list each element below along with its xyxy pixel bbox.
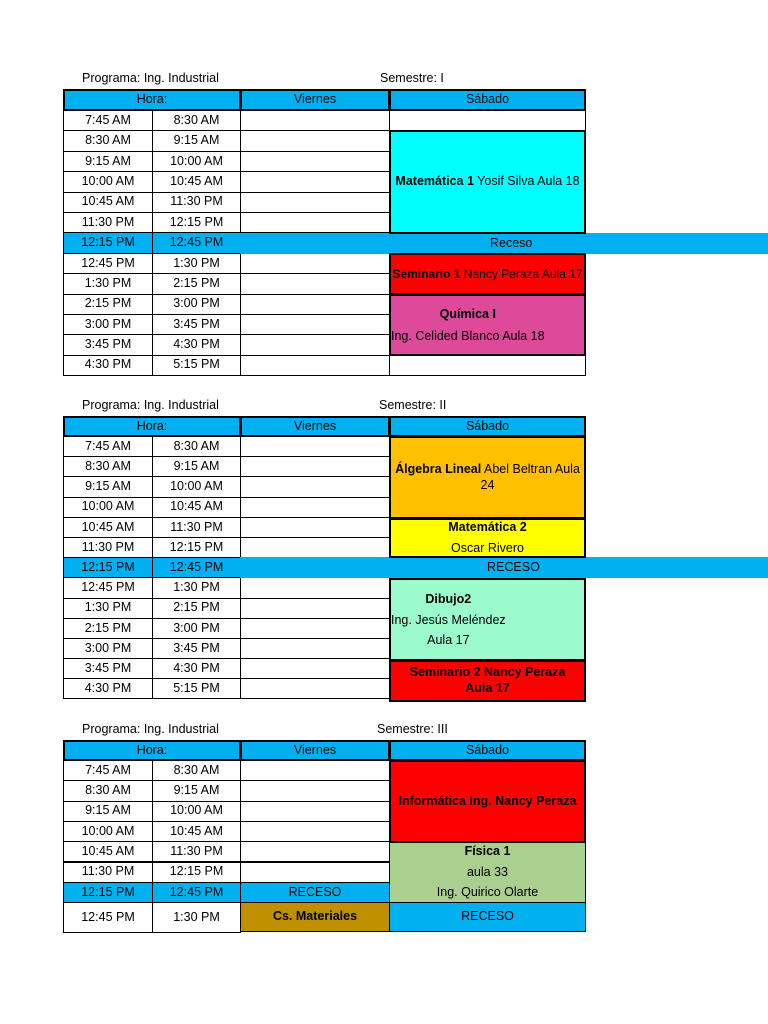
header-viernes: Viernes	[240, 740, 390, 761]
time-start-cell: 7:45 AM	[63, 110, 153, 131]
class-fisica-1	[389, 842, 586, 903]
time-end-cell: 3:45 PM	[152, 314, 241, 335]
time-end-cell: 9:15 AM	[152, 130, 241, 151]
viernes-empty-cell	[240, 151, 390, 172]
class-quimica-1	[389, 294, 586, 356]
viernes-empty-cell	[240, 598, 390, 619]
viernes-empty-cell	[240, 537, 390, 558]
viernes-empty-cell	[240, 130, 390, 151]
time-start-cell: 11:30 PM	[63, 537, 153, 558]
header-sabado: Sábado	[389, 416, 586, 437]
viernes-empty-cell	[240, 821, 390, 842]
time-start-cell: 11:30 PM	[63, 212, 153, 233]
time-start-cell: 11:30 PM	[63, 862, 153, 883]
class-title: Cs. Materiales	[272, 909, 358, 924]
semester-label: Semestre: II	[379, 398, 447, 412]
time-end-cell: 5:15 PM	[152, 678, 241, 699]
time-start-cell: 8:30 AM	[63, 780, 153, 801]
class-title: Matemática 1	[395, 174, 474, 189]
semester-label: Semestre: III	[377, 722, 448, 736]
time-end-cell: 1:30 PM	[152, 577, 241, 598]
time-end-cell: 10:00 AM	[152, 151, 241, 172]
class-matematica-1	[389, 130, 586, 234]
viernes-empty-cell	[240, 192, 390, 213]
time-end-cell: 8:30 AM	[152, 760, 241, 781]
class-detail: Ing. Quirico Olarte	[436, 885, 539, 900]
time-start-cell: 12:15 PM	[63, 232, 153, 253]
time-start-cell: 3:45 PM	[63, 658, 153, 679]
viernes-empty-cell	[240, 577, 390, 598]
time-start-cell: 10:00 AM	[63, 171, 153, 192]
time-end-cell: 9:15 AM	[152, 780, 241, 801]
time-start-cell: 4:30 PM	[63, 355, 153, 376]
time-end-cell: 5:15 PM	[152, 355, 241, 376]
viernes-empty-cell	[240, 294, 390, 315]
viernes-empty-cell	[240, 618, 390, 639]
time-end-cell: 12:45 PM	[152, 557, 241, 578]
receso-label: Receso	[490, 236, 533, 250]
time-start-cell: 10:45 AM	[63, 841, 153, 862]
program-label: Programa: Ing. Industrial	[82, 71, 219, 85]
viernes-empty-cell	[240, 517, 390, 538]
receso-sabado: RECESO	[389, 902, 586, 932]
time-start-cell: 10:00 AM	[63, 821, 153, 842]
program-label: Programa: Ing. Industrial	[82, 722, 219, 736]
time-end-cell: 4:30 PM	[152, 334, 241, 355]
time-start-cell: 9:15 AM	[63, 801, 153, 822]
time-end-cell: 11:30 PM	[152, 517, 241, 538]
header-hora: Hora:	[63, 416, 241, 437]
header-hora: Hora:	[63, 89, 241, 111]
time-start-cell: 3:00 PM	[63, 638, 153, 659]
class-detail: Yosif Silva Aula 18	[473, 174, 580, 189]
time-end-cell: 12:45 PM	[152, 232, 241, 253]
time-end-cell: 3:00 PM	[152, 294, 241, 315]
time-start-cell: 12:45 PM	[63, 253, 153, 274]
viernes-empty-cell	[240, 638, 390, 659]
viernes-empty-cell	[240, 841, 390, 862]
time-end-cell: 11:30 PM	[152, 841, 241, 862]
class-detail: Oscar Rivero	[451, 540, 524, 555]
time-end-cell: 1:30 PM	[152, 902, 241, 933]
time-start-cell: 12:15 PM	[63, 557, 153, 578]
time-start-cell: 3:45 PM	[63, 334, 153, 355]
time-end-cell: 10:00 AM	[152, 476, 241, 497]
time-end-cell: 3:00 PM	[152, 618, 241, 639]
sabado-empty-cell	[389, 110, 586, 131]
class-title: Matemática 2	[448, 519, 527, 534]
time-end-cell: 2:15 PM	[152, 273, 241, 294]
class-title: Seminario 1	[392, 266, 461, 281]
class-cs-materiales	[240, 902, 390, 932]
time-start-cell: 1:30 PM	[63, 273, 153, 294]
viernes-empty-cell	[240, 678, 390, 699]
viernes-empty-cell	[240, 355, 390, 376]
time-start-cell: 10:45 AM	[63, 517, 153, 538]
class-detail: Ing. Jesús Meléndez	[391, 612, 506, 627]
viernes-empty-cell	[240, 314, 390, 335]
class-matematica-2	[389, 518, 586, 558]
time-start-cell: 7:45 AM	[63, 760, 153, 781]
time-start-cell: 3:00 PM	[63, 314, 153, 335]
class-title: Química I	[439, 307, 496, 322]
class-detail: Ing. Celided Blanco Aula 18	[391, 329, 545, 343]
viernes-empty-cell	[240, 801, 390, 822]
receso-label: RECESO	[487, 560, 540, 574]
header-sabado: Sábado	[389, 89, 586, 111]
class-informatica	[389, 760, 586, 843]
time-start-cell: 7:45 AM	[63, 436, 153, 457]
time-end-cell: 10:00 AM	[152, 801, 241, 822]
viernes-empty-cell	[240, 253, 390, 274]
time-start-cell: 2:15 PM	[63, 618, 153, 639]
time-end-cell: 8:30 AM	[152, 436, 241, 457]
time-end-cell: 1:30 PM	[152, 253, 241, 274]
time-start-cell: 4:30 PM	[63, 678, 153, 699]
time-start-cell: 12:45 PM	[63, 577, 153, 598]
viernes-empty-cell	[240, 476, 390, 497]
header-hora: Hora:	[63, 740, 241, 761]
time-end-cell: 12:15 PM	[152, 862, 241, 883]
class-detail: aula 33	[466, 864, 508, 879]
class-detail: Nancy Peraza Aula 17	[460, 266, 583, 281]
time-end-cell: 10:45 AM	[152, 171, 241, 192]
time-start-cell: 8:30 AM	[63, 130, 153, 151]
class-seminario-1	[389, 253, 586, 295]
viernes-empty-cell	[240, 171, 390, 192]
class-algebra-lineal	[389, 436, 586, 519]
viernes-empty-cell	[240, 497, 390, 518]
receso-viernes: RECESO	[240, 882, 390, 903]
class-title: Seminario 2 Nancy Peraza Aula 17	[409, 665, 566, 695]
time-end-cell: 12:15 PM	[152, 537, 241, 558]
semester-label: Semestre: I	[380, 71, 444, 85]
time-start-cell: 12:45 PM	[63, 902, 153, 933]
viernes-empty-cell	[240, 456, 390, 477]
time-start-cell: 2:15 PM	[63, 294, 153, 315]
viernes-empty-cell	[240, 273, 390, 294]
time-end-cell: 12:15 PM	[152, 212, 241, 233]
viernes-empty-cell	[240, 334, 390, 355]
time-start-cell: 1:30 PM	[63, 598, 153, 619]
class-detail: Aula 17	[427, 633, 470, 648]
time-start-cell: 10:00 AM	[63, 497, 153, 518]
header-viernes: Viernes	[240, 89, 390, 111]
time-end-cell: 2:15 PM	[152, 598, 241, 619]
class-seminario-2	[389, 660, 586, 702]
time-start-cell: 12:15 PM	[63, 882, 153, 903]
time-end-cell: 10:45 AM	[152, 497, 241, 518]
header-sabado: Sábado	[389, 740, 586, 761]
viernes-empty-cell	[240, 110, 390, 131]
time-start-cell: 9:15 AM	[63, 151, 153, 172]
viernes-empty-cell	[240, 212, 390, 233]
header-viernes: Viernes	[240, 416, 390, 437]
sabado-empty-cell	[389, 355, 586, 376]
class-title: Física 1	[464, 844, 511, 859]
class-title: Informática Ing. Nancy Peraza	[398, 793, 577, 808]
time-start-cell: 9:15 AM	[63, 476, 153, 497]
time-end-cell: 3:45 PM	[152, 638, 241, 659]
program-label: Programa: Ing. Industrial	[82, 398, 219, 412]
viernes-empty-cell	[240, 780, 390, 801]
viernes-empty-cell	[240, 436, 390, 457]
class-title: Álgebra Lineal	[395, 461, 482, 476]
viernes-empty-cell	[240, 658, 390, 679]
time-end-cell: 9:15 AM	[152, 456, 241, 477]
class-detail: Abel Beltran Aula 24	[480, 461, 580, 492]
time-start-cell: 10:45 AM	[63, 192, 153, 213]
time-end-cell: 4:30 PM	[152, 658, 241, 679]
viernes-empty-cell	[240, 862, 390, 883]
viernes-empty-cell	[240, 760, 390, 781]
time-start-cell: 8:30 AM	[63, 456, 153, 477]
class-title: Dibujo2	[425, 592, 472, 607]
time-end-cell: 10:45 AM	[152, 821, 241, 842]
time-end-cell: 8:30 AM	[152, 110, 241, 131]
time-end-cell: 12:45 PM	[152, 882, 241, 903]
class-dibujo-2	[389, 578, 586, 661]
time-end-cell: 11:30 PM	[152, 192, 241, 213]
